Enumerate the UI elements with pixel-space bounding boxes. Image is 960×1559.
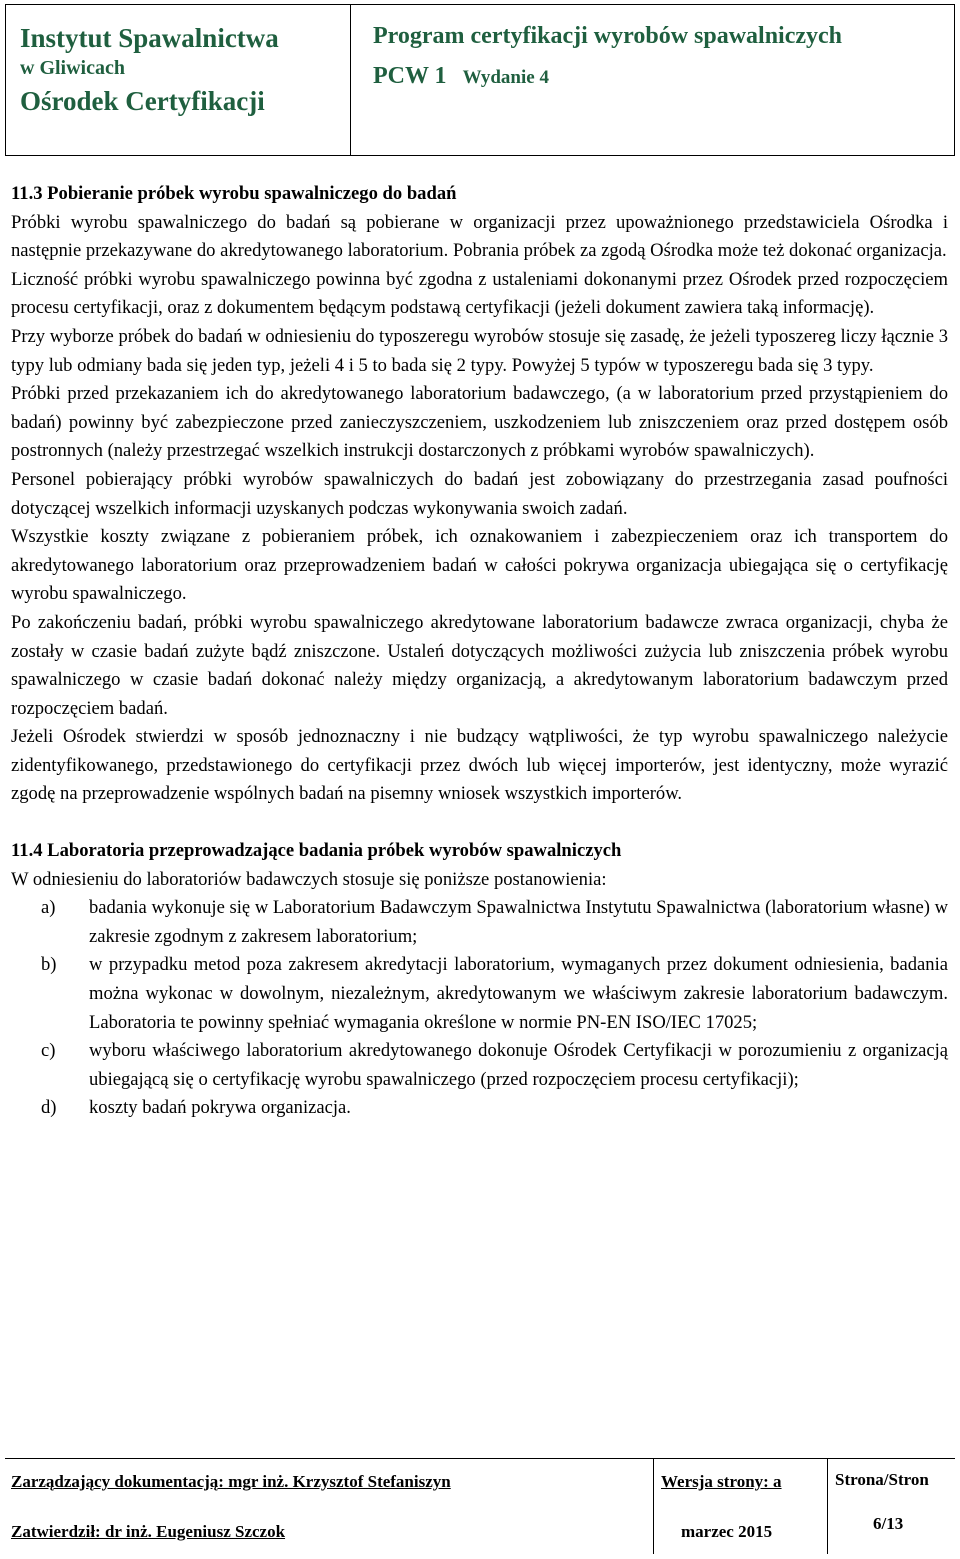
program-code: PCW 1 [373,63,447,89]
centre-name: Ośrodek Certyfikacji [20,86,265,116]
footer-page-number: 6/13 [873,1514,904,1533]
footer-date: marzec 2015 [681,1522,773,1541]
section-gap [11,809,948,837]
paragraph: Próbki wyrobu spawalniczego do badań są pobierane w organizacji przez upoważnionego przedstawiciela Ośrodka i następnie przekazywane do akredytowanego laboratorium. Pobrania próbek za zgodą Ośrodka może też dokonać organizacja. [11,211,948,262]
paragraph: Jeżeli Ośrodek stwierdzi w sposób jednoznaczny i nie budzący wątpliwości, że typ wyrobu spawalniczego należycie zidentyfikowanego, przedstawionego do certyfikacji przez dwóch lub więcej importerów, jest identyczny, może wyrazić zgodę na przeprowadzenie wspólnych badań na pisemny wniosek wszystkich importerów. [11,726,948,805]
document-header [5,4,955,156]
header-institution [6,5,351,155]
footer-divider [827,1459,828,1554]
paragraph: Przy wyborze próbek do badań w odniesieniu do typoszeregu wyrobów stosuje się zasadę, że jeżeli typoszereg liczy łącznie 3 typy lub odmiany bada się jeden typ, jeżeli 4 i 5 to bada się 2 typy. Powyżej 5 typów w typoszeregu bada się 3 typy. [11,325,948,376]
institute-city: w Gliwicach [20,57,125,79]
list-item [11,1037,948,1094]
institute-name: Instytut Spawalnictwa [20,23,279,53]
footer-manager: Zarządzający dokumentacją: mgr inż. Krzysztof Stefaniszyn [11,1472,451,1491]
footer-page-label: Strona/Stron [835,1470,929,1489]
document-body [11,180,948,1123]
paragraph: Liczność próbki wyrobu spawalniczego powinna być zgodna z ustaleniami dokonanymi przez Ośrodek przed rozpoczęciem procesu certyfikacji, oraz z dokumentem będącym podstawą certyfikacji (jeżeli dokument zawiera taką informację). [11,268,948,319]
list-item-label: c) [41,1040,56,1062]
footer-divider [653,1459,654,1554]
footer-approved: Zatwierdził: dr inż. Eugeniusz Szczok [11,1522,286,1541]
list-item-text: wyboru właściwego laboratorium akredytowanego dokonuje Ośrodek Certyfikacji w porozumieniu z organizacją ubiegającą się o certyfikację wyrobu spawalniczego (przed rozpoczęciem procesu certyfikacji); [89,1040,948,1090]
list-item-label: a) [41,897,56,919]
paragraph: Po zakończeniu badań, próbki wyrobu spawalniczego akredytowane laboratorium badawcze zwraca organizacji, chyba że zostały w czasie badań zużyte bądź zniszczone. Ustaleń dotyczących możliwości zużycia lub zniszczenia próbek wyrobu spawalniczego w czasie badań dokonać należy między organizacją, a akredytowanym laboratorium badawczym przed rozpoczęciem badań. [11,611,948,719]
lab-provisions-list [11,894,948,1123]
list-item-text: koszty badań pokrywa organizacja. [89,1097,351,1119]
list-item-label: b) [41,954,57,976]
section-intro: W odniesieniu do laboratoriów badawczych stosuje się poniższe postanowienia: [11,868,607,890]
footer-page-version: Wersja strony: a [661,1472,782,1491]
paragraph: Wszystkie koszty związane z pobieraniem próbek, ich oznakowaniem i zabezpieczeniem oraz ich transportem do akredytowanego laboratorium oraz przeprowadzeniem badań w całości pokrywa organizacja ubiegająca się o certyfikację wyrobu spawalniczego. [11,526,948,605]
section-heading-11-4: 11.4 Laboratoria przeprowadzające badania próbek wyrobów spawalniczych [11,840,622,862]
paragraph: Próbki przed przekazaniem ich do akredytowanego laboratorium badawczego, (a w laboratorium przed przystąpieniem do badań) powinny być zabezpieczone przed zanieczyszczeniem, uszkodzeniem lub zniszczeniem oraz przed dostępem osób postronnych (należy przestrzegać wszelkich instrukcji dostarczonych z próbkami wyrobów spawalniczych). [11,383,948,462]
list-item-label: d) [41,1097,57,1119]
program-title: Program certyfikacji wyrobów spawalniczych [373,23,843,49]
section-heading-11-3: 11.3 Pobieranie próbek wyrobu spawalniczego do badań [11,183,457,204]
list-item [11,951,948,1037]
list-item-text: badania wykonuje się w Laboratorium Badawczym Spawalnictwa Instytutu Spawalnictwa (laboratorium własne) w zakresie zgodnym z zakresem laboratorium; [89,897,948,947]
document-footer [5,1458,955,1554]
header-program [351,5,954,155]
list-item [11,894,948,951]
paragraph: Personel pobierający próbki wyrobów spawalniczych do badań jest zobowiązany do przestrzegania zasad poufności dotyczącej wszelkich informacji uzyskanych podczas wykonywania swoich zadań. [11,468,948,519]
edition: Wydanie 4 [462,67,549,88]
program-code-line [373,57,954,97]
list-item [11,1094,948,1123]
list-item-text: w przypadku metod poza zakresem akredytacji laboratorium, wymaganych przez dokument odniesienia, badania można wykonac w dowolnym, niezależnym, akredytowanym we właściwym zakresie laboratorium badawczym. Laboratoria te powinny spełniać wymagania określone w normie PN-EN ISO/IEC 17025; [89,954,948,1033]
